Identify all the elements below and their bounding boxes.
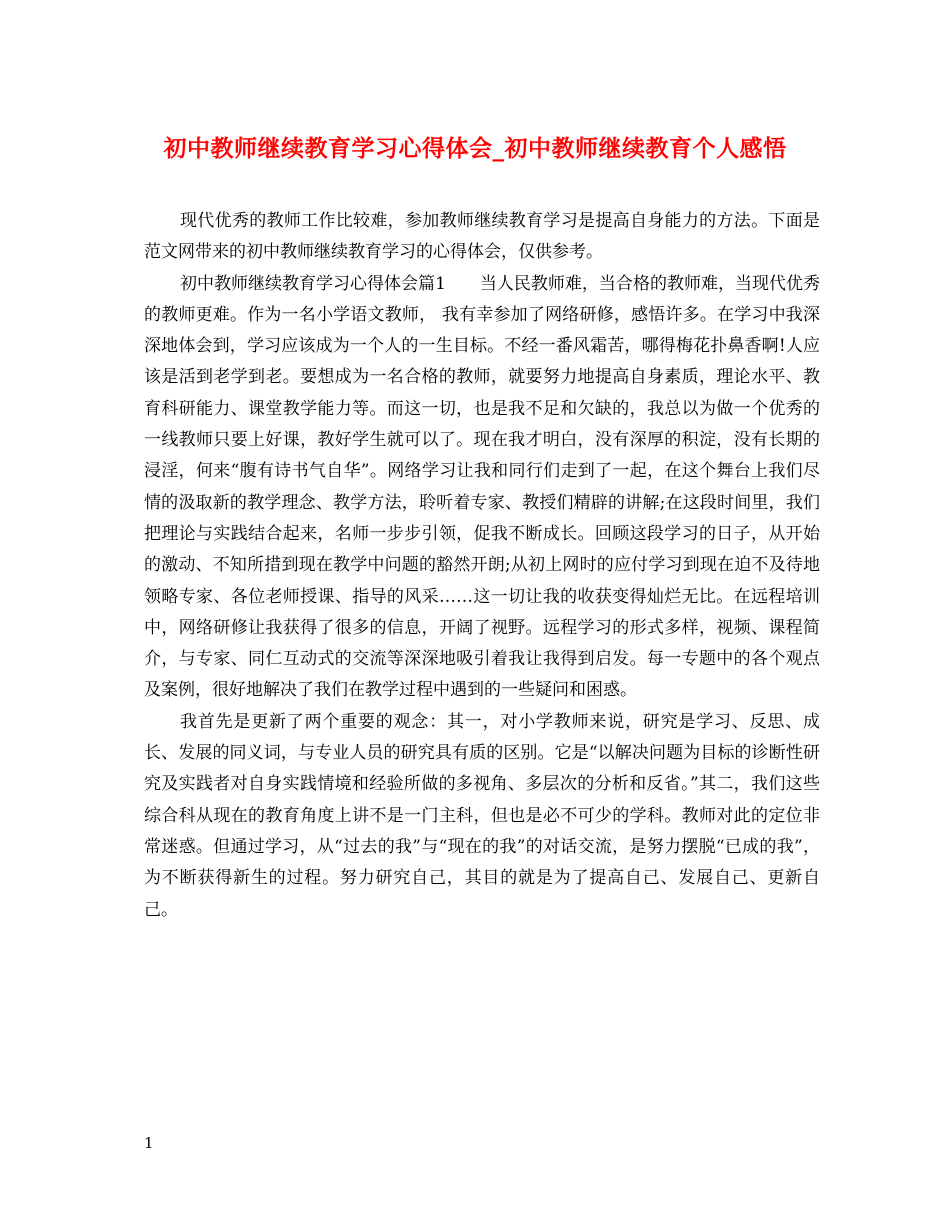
page-number: 1 [144, 1134, 154, 1152]
paragraph-intro: 现代优秀的教师工作比较难，参加教师继续教育学习是提高自身能力的方法。下面是范文网带来的初中教师继续教育学习的心得体会，仅供参考。 [144, 211, 820, 263]
paragraph-concepts: 我首先是更新了两个重要的观念：其一，对小学教师来说，研究是学习、反思、成长、发展的同义词，与专业人员的研究具有质的区别。它是“以解决问题为目标的诊断性研究及实践者对自身实践情境和经验所做的多视角、多层次的分析和反省。”其二，我们这些综合科从现在的教育角度上讲不是一门主科，但也是必不可少的学科。教师对此的定位非常迷惑。但通过学习，从“过去的我”与“现在的我”的对话交流，是努力摆脱“已成的我”，为不断获得新生的过程。努力研究自己，其目的就是为了提高自己、发展自己、更新自己。 [144, 711, 820, 920]
document-body [144, 206, 820, 926]
paragraph-experience-1: 初中教师继续教育学习心得体会篇1 当人民教师难，当合格的教师难，当现代优秀的教师更难。作为一名小学语文教师， 我有幸参加了网络研修，感悟许多。在学习中我深深地体会到，学习应该成为一个人的一生目标。不经一番风霜苦，哪得梅花扑鼻香啊!人应该是活到老学到老。要想成为一名合格的教师，就要努力地提高自身素质，理论水平、教育科研能力、课堂教学能力等。而这一切，也是我不足和欠缺的，我总以为做一个优秀的一线教师只要上好课，教好学生就可以了。现在我才明白，没有深厚的积淀，没有长期的浸淫，何来“腹有诗书气自华”。网络学习让我和同行们走到了一起，在这个舞台上我们尽情的汲取新的教学理念、教学方法，聆听着专家、教授们精辟的讲解;在这段时间里，我们把理论与实践结合起来，名师一步步引领，促我不断成长。回顾这段学习的日子，从开始的激动、不知所措到现在教学中问题的豁然开朗;从初上网时的应付学习到现在迫不及待地领略专家、各位老师授课、指导的风采……这一切让我的收获变得灿烂无比。在远程培训中，网络研修让我获得了很多的信息，开阔了视野。远程学习的形式多样，视频、课程简介，与专家、同仁互动式的交流等深深地吸引着我让我得到启发。每一专题中的各个观点及案例，很好地解决了我们在教学过程中遇到的一些疑问和困惑。 [144, 273, 820, 701]
document-title: 初中教师继续教育学习心得体会_初中教师继续教育个人感悟 [163, 135, 787, 162]
